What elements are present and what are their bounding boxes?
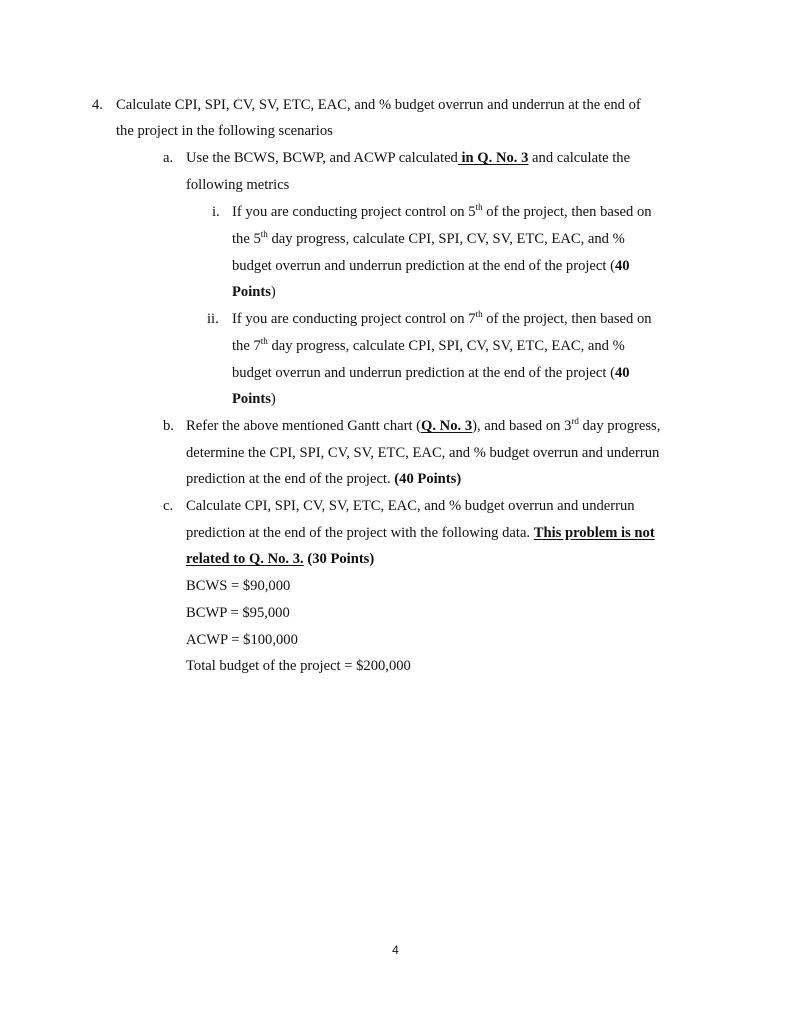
part-c-l2-text: prediction at the end of the project with the following data. — [186, 525, 534, 541]
part-a-line-2: following metrics — [186, 177, 290, 193]
part-b-text: Refer the above mentioned Gantt chart ( — [186, 418, 422, 434]
sub-ii-l2-text: the 7 — [232, 338, 261, 354]
part-b-l3-text: prediction at the end of the project. — [186, 471, 395, 487]
sub-i-line-4 — [232, 283, 276, 301]
part-c-note-start: This problem is not — [533, 525, 655, 541]
sub-ii-text-end: of the project, then based on — [482, 311, 652, 327]
sub-ii-points-label: Points — [232, 391, 271, 407]
sub-i-line-3 — [232, 257, 630, 275]
sub-i-line-2 — [232, 230, 625, 248]
part-b-sup: rd — [571, 416, 579, 426]
sub-i-points-value: 40 — [614, 258, 630, 274]
part-b-text-end: day progress, — [578, 418, 661, 434]
page-number: 4 — [392, 943, 399, 957]
sub-i-l2-text: the 5 — [232, 231, 261, 247]
data-bcwp: BCWP = $95,000 — [186, 605, 290, 621]
sub-ii-line-4 — [232, 390, 276, 408]
part-c-line-3 — [186, 550, 374, 568]
sub-ii-points-value: 40 — [614, 365, 630, 381]
sub-i-l3-text: budget overrun and underrun prediction at the end of the project ( — [232, 258, 615, 274]
part-a-text-end: and calculate the — [528, 150, 631, 166]
part-b-text-mid: ), and based on 3 — [472, 418, 572, 434]
sub-ii-line-1 — [232, 310, 652, 328]
part-a-reference: in Q. No. 3 — [457, 150, 529, 166]
data-bcws: BCWS = $90,000 — [186, 578, 291, 594]
part-c-line-2 — [186, 524, 655, 542]
sub-ii-close-paren: ) — [270, 391, 276, 407]
sub-i-text-end: of the project, then based on — [482, 204, 652, 220]
sub-ii-l3-text: budget overrun and underrun prediction at the end of the project ( — [232, 365, 615, 381]
sub-ii-sup: th — [475, 309, 483, 319]
part-b-line-1 — [186, 417, 660, 435]
data-acwp: ACWP = $100,000 — [186, 632, 298, 648]
part-b-line-2: determine the CPI, SPI, CV, SV, ETC, EAC, and % budget overrun and underrun — [186, 445, 660, 461]
part-b-marker: b. — [163, 418, 174, 434]
part-c-note-end: related to Q. No. 3. — [186, 551, 304, 567]
part-b-reference: Q. No. 3 — [421, 418, 473, 434]
question-text-line-1: Calculate CPI, SPI, CV, SV, ETC, EAC, and % budget overrun and underrun at the end of — [116, 97, 641, 113]
question-text-line-2: the project in the following scenarios — [116, 123, 333, 139]
part-c-line-1: Calculate CPI, SPI, CV, SV, ETC, EAC, and % budget overrun and underrun — [186, 498, 635, 514]
sub-ii-l2-sup: th — [260, 336, 268, 346]
question-number: 4. — [92, 97, 103, 113]
sub-i-sup: th — [475, 202, 483, 212]
part-b-line-3 — [186, 470, 461, 488]
sub-i-points-label: Points — [232, 284, 271, 300]
part-a-marker: a. — [163, 150, 174, 166]
sub-i-l2-text-end: day progress, calculate CPI, SPI, CV, SV, ETC, EAC, and % — [267, 231, 625, 247]
part-b-points: (40 Points) — [394, 471, 462, 487]
sub-i-text: If you are conducting project control on 5 — [232, 204, 476, 220]
sub-ii-text: If you are conducting project control on 7 — [232, 311, 476, 327]
sub-i-marker: i. — [212, 204, 220, 220]
part-a-line-1 — [186, 149, 630, 167]
sub-ii-line-2 — [232, 337, 625, 355]
part-c-points: (30 Points) — [303, 551, 375, 567]
sub-ii-marker: ii. — [207, 311, 219, 327]
sub-i-close-paren: ) — [270, 284, 276, 300]
sub-i-l2-sup: th — [260, 229, 268, 239]
part-a-text: Use the BCWS, BCWP, and ACWP calculated — [186, 150, 458, 166]
sub-ii-l2-text-end: day progress, calculate CPI, SPI, CV, SV, ETC, EAC, and % — [267, 338, 625, 354]
data-total-budget: Total budget of the project = $200,000 — [186, 658, 411, 674]
sub-i-line-1 — [232, 203, 652, 221]
part-c-marker: c. — [163, 498, 174, 514]
sub-ii-line-3 — [232, 364, 630, 382]
